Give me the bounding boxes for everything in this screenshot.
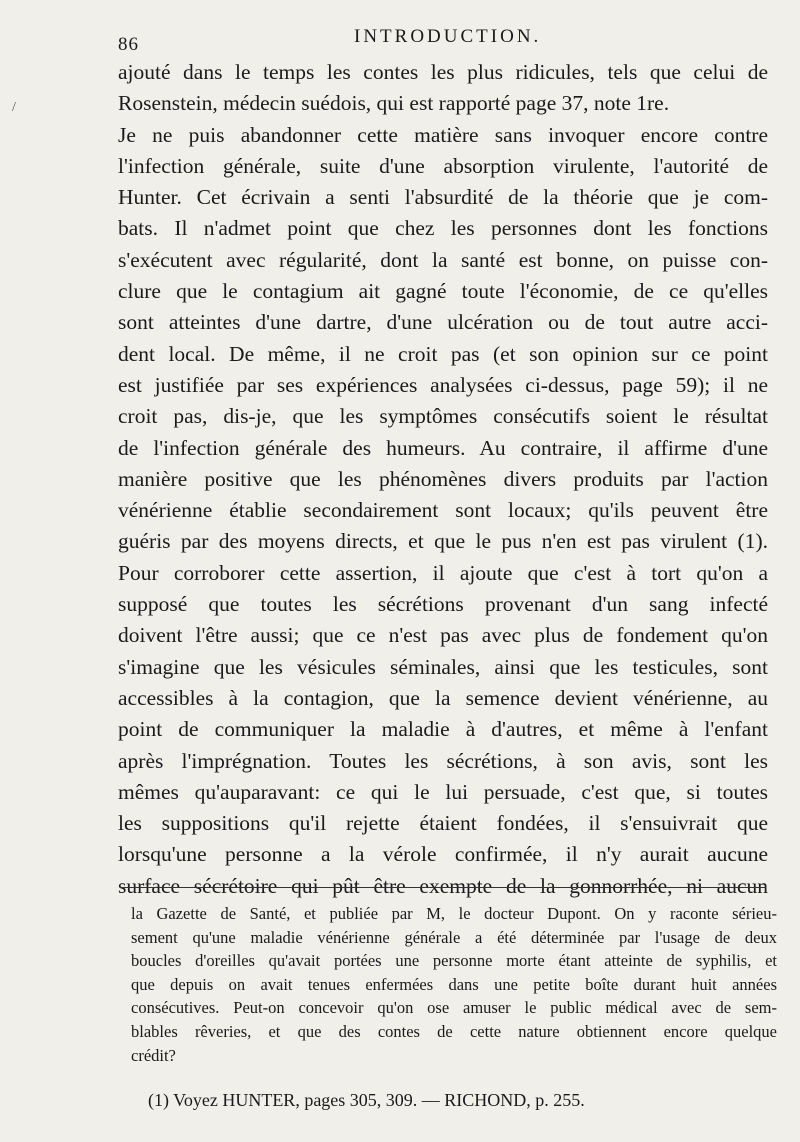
- text-line: les suppositions qu'il rejette étaient fondées, il s'ensuivrait que: [118, 811, 768, 836]
- text-line: guéris par des moyens directs, et que le pus n'en est pas virulent (1).: [118, 529, 768, 554]
- footnote-line: la Gazette de Santé, et publiée par M, le docteur Dupont. On y raconte sérieu-: [131, 904, 777, 923]
- text-line: bats. Il n'admet point que chez les personnes dont les fonctions: [118, 216, 768, 241]
- text-line: sont atteintes d'une dartre, d'une ulcération ou de tout autre acci-: [118, 310, 768, 335]
- footnote-text: [131, 902, 777, 1067]
- footnote-line: que depuis on avait tenues enfermées dans une petite boîte durant huit années: [131, 974, 777, 994]
- text-line: croit pas, dis-je, que les symptômes consécutifs soient le résultat: [118, 404, 768, 429]
- text-line: point de communiquer la maladie à d'autres, et même à l'enfant: [118, 717, 768, 742]
- text-line: Hunter. Cet écrivain a senti l'absurdité de la théorie que je com-: [118, 185, 768, 210]
- text-line: vénérienne établie secondairement sont locaux; qu'ils peuvent être: [118, 498, 768, 523]
- footnote-line: sement qu'une maladie vénérienne générale a été déterminée par l'usage de deux: [131, 927, 777, 947]
- reference-footnote: (1) Voyez HUNTER, pages 305, 309. — RICHOND, p. 255.: [148, 1090, 585, 1110]
- text-line: est justifiée par ses expériences analysées ci-dessus, page 59); il ne: [118, 372, 768, 397]
- margin-mark: /: [12, 100, 16, 115]
- footnote-line: boucles d'oreilles qu'avait portées une personne morte étant atteinte de syphilis, et: [131, 951, 777, 971]
- text-line: Je ne puis abandonner cette matière sans invoquer encore contre: [118, 122, 768, 147]
- running-title: INTRODUCTION.: [354, 26, 542, 47]
- page-number: 86: [118, 34, 139, 55]
- text-line: l'infection générale, suite d'une absorption virulente, l'autorité de: [118, 153, 768, 178]
- text-line: supposé que toutes les sécrétions provenant d'un sang infecté: [118, 592, 768, 617]
- footnote-line: crédit?: [131, 1045, 176, 1065]
- text-line: accessibles à la contagion, que la semence devient vénérienne, au: [118, 685, 768, 710]
- footnote-divider: [120, 887, 766, 888]
- text-line: dent local. De même, il ne croit pas (et son opinion sur ce point: [118, 341, 768, 366]
- text-line: ajouté dans le temps les contes les plus ridicules, tels que celui de: [118, 60, 768, 84]
- text-line: manière positive que les phénomènes divers produits par l'action: [118, 466, 768, 491]
- text-line: s'imagine que les vésicules séminales, ainsi que les testicules, sont: [118, 654, 768, 679]
- text-line: de l'infection générale des humeurs. Au contraire, il affirme d'une: [118, 435, 768, 460]
- text-line: surface sécrétoire qui pût être exempte de la gonnorrhée, ni aucun: [118, 873, 768, 898]
- text-line: après l'imprégnation. Toutes les sécrétions, à son avis, sont les: [118, 748, 768, 773]
- text-line: s'exécutent avec régularité, dont la santé est bonne, on puisse con-: [118, 247, 768, 272]
- text-line: mêmes qu'auparavant: ce qui le lui persuade, c'est que, si toutes: [118, 779, 768, 804]
- footnote-line: consécutives. Peut-on concevoir qu'on ose amuser le public médical avec de sem-: [131, 998, 777, 1018]
- footnote-line: blables rêveries, et que des contes de cette nature obtiennent encore quelque: [131, 1021, 777, 1041]
- text-line: lorsqu'une personne a la vérole confirmée, il n'y aurait aucune: [118, 842, 768, 867]
- page-header: [118, 18, 768, 55]
- text-line: doivent l'être aussi; que ce n'est pas avec plus de fondement qu'on: [118, 623, 768, 648]
- text-line: Rosenstein, médecin suédois, qui est rapporté page 37, note 1re.: [118, 91, 670, 116]
- text-line: Pour corroborer cette assertion, il ajoute que c'est à tort qu'on a: [118, 560, 768, 585]
- text-line: clure que le contagium ait gagné toute l'économie, de ce qu'elles: [118, 279, 768, 304]
- main-text: [118, 57, 768, 898]
